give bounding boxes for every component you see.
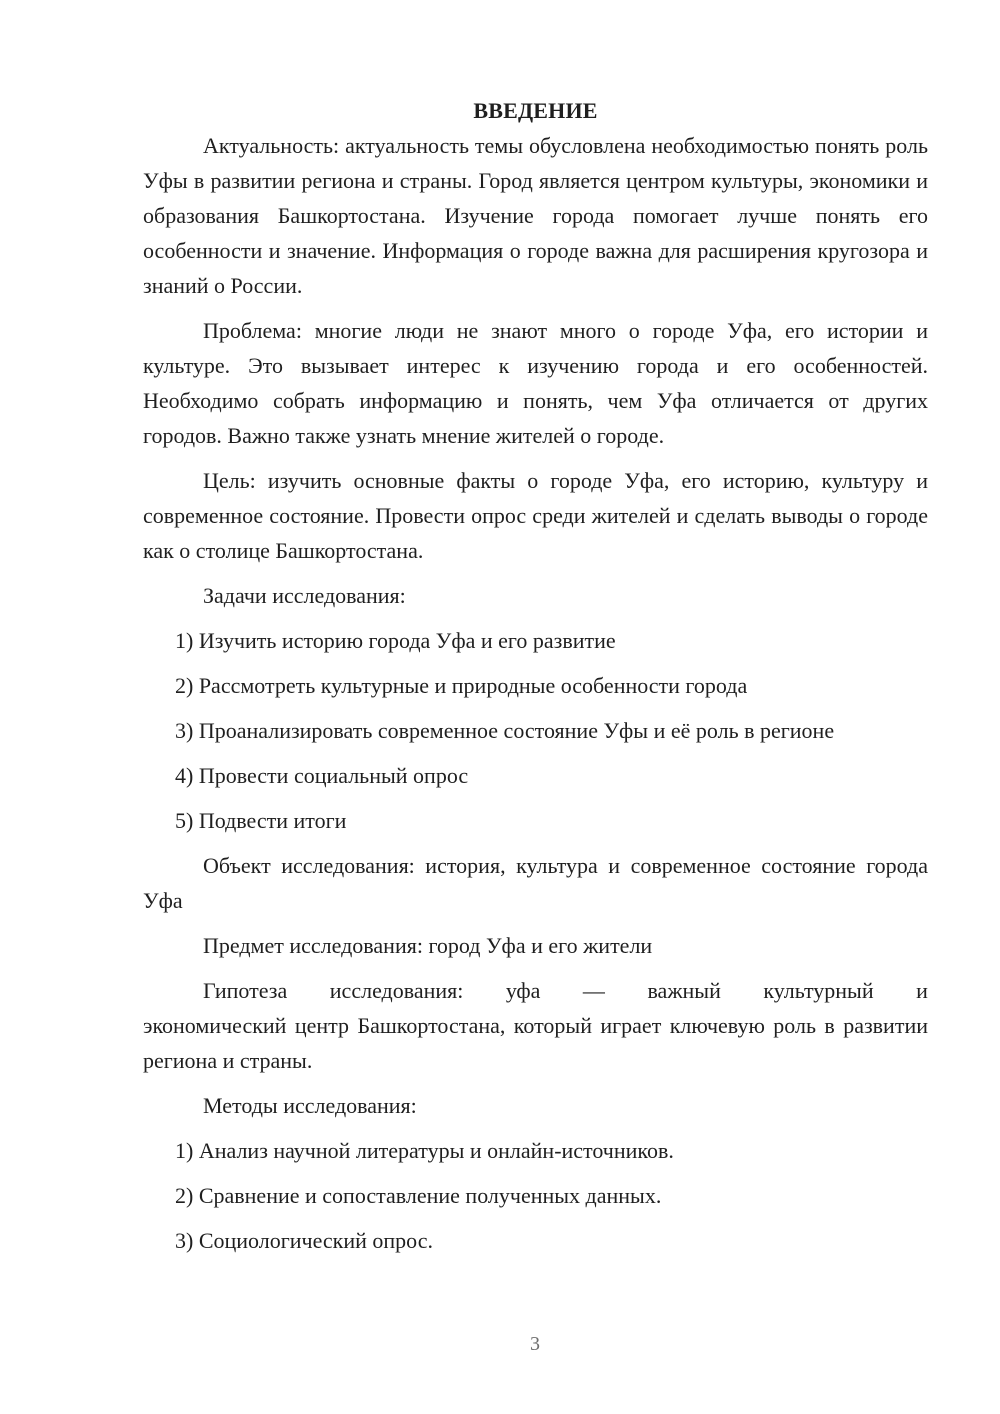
hypothesis-word: уфа bbox=[505, 978, 541, 1003]
document-page bbox=[143, 94, 928, 1258]
hypothesis-word: культурный bbox=[763, 978, 874, 1003]
tasks-heading: Задачи исследования: bbox=[203, 583, 406, 608]
hypothesis-continuation: экономический центр Башкортостана, который играет ключевую роль в развитии региона и страны. bbox=[143, 1013, 928, 1073]
hypothesis-word: важный bbox=[647, 978, 721, 1003]
list-item: 4) Провести социальный опрос bbox=[175, 763, 469, 788]
hypothesis-word: исследования: bbox=[329, 978, 464, 1003]
list-item: 1) Анализ научной литературы и онлайн-источников. bbox=[175, 1138, 674, 1163]
list-item: 3) Социологический опрос. bbox=[175, 1228, 433, 1253]
page-title: ВВЕДЕНИЕ bbox=[473, 98, 598, 123]
problem-paragraph: Проблема: многие люди не знают много о городе Уфа, его истории и культуре. Это вызывает интерес к изучению города и его особенностей. Необходимо собрать информацию и понять, чем Уфа отличается от других городов. Важно также узнать мнение жителей о городе. bbox=[143, 318, 928, 448]
list-item: 3) Проанализировать современное состояние Уфы и её роль в регионе bbox=[175, 718, 835, 743]
methods-list bbox=[143, 1133, 928, 1258]
goal-paragraph: Цель: изучить основные факты о городе Уфа, его историю, культуру и современное состояние. Провести опрос среди жителей и сделать выводы о городе как о столице Башкортостана. bbox=[143, 468, 928, 563]
list-item: 2) Рассмотреть культурные и природные особенности города bbox=[175, 673, 748, 698]
subject-paragraph: Предмет исследования: город Уфа и его жители bbox=[203, 933, 653, 958]
object-paragraph: Объект исследования: история, культура и современное состояние города Уфа bbox=[143, 853, 928, 913]
hypothesis-word: Гипотеза bbox=[203, 978, 288, 1003]
methods-heading: Методы исследования: bbox=[203, 1093, 417, 1118]
list-item: 5) Подвести итоги bbox=[175, 808, 347, 833]
hypothesis-word: — bbox=[582, 978, 605, 1003]
hypothesis-word: и bbox=[916, 978, 928, 1003]
hypothesis-first-line bbox=[143, 973, 928, 1008]
list-item: 2) Сравнение и сопоставление полученных данных. bbox=[175, 1183, 662, 1208]
list-item: 1) Изучить историю города Уфа и его развитие bbox=[175, 628, 616, 653]
hypothesis-paragraph bbox=[143, 973, 928, 1078]
relevance-paragraph: Актуальность: актуальность темы обусловлена необходимостью понять роль Уфы в развитии региона и страны. Город является центром культуры, экономики и образования Башкортостана. Изучение города помогает лучше понять его особенности и значение. Информация о городе важна для расширения кругозора и знаний о России. bbox=[143, 133, 928, 298]
tasks-list bbox=[143, 623, 928, 838]
page-number: 3 bbox=[530, 1333, 540, 1355]
